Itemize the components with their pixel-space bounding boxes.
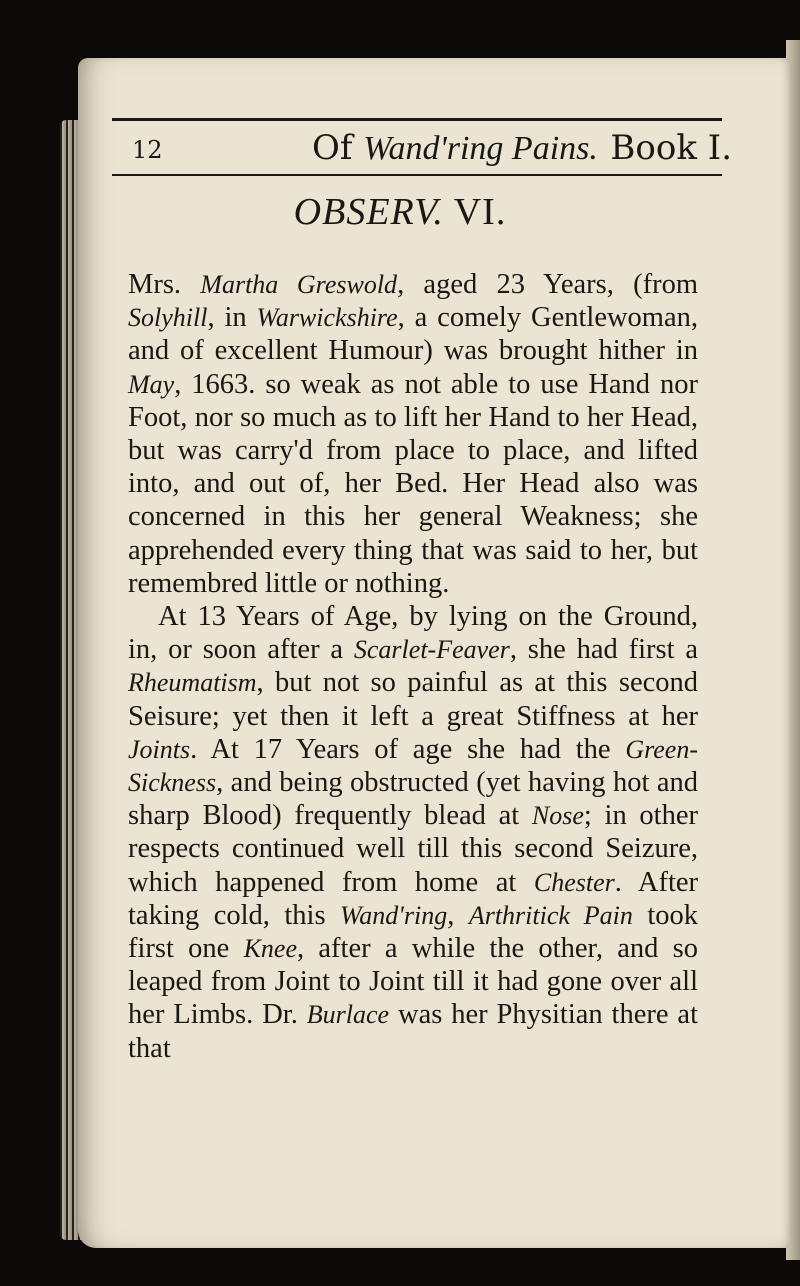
italic-text: Solyhill xyxy=(128,303,208,333)
italic-text: Knee xyxy=(243,934,298,964)
italic-text: Joints xyxy=(128,734,191,764)
header-rule xyxy=(112,118,722,121)
text-run: ; in other respects continued well till this second Seizure, which happened from home at xyxy=(128,800,698,898)
italic-text: Rheumatism xyxy=(128,668,257,698)
text-run: At 13 Years of Age, by lying on the Ground, in, or soon after a xyxy=(128,601,698,666)
italic-text: Nose xyxy=(531,801,584,831)
observation-label: OBSERV. xyxy=(293,191,444,233)
running-title xyxy=(312,128,598,168)
italic-text: Green-Sickness xyxy=(128,734,698,798)
header-underline xyxy=(112,174,722,176)
italic-text: Wand'ring xyxy=(340,900,448,930)
observation-heading xyxy=(0,190,800,234)
running-header xyxy=(112,124,732,172)
text-run: was her Physitian there at that xyxy=(128,999,698,1064)
text-run: took first one xyxy=(128,899,699,965)
italic-text: Arthritick Pain xyxy=(468,900,633,930)
text-run: , aged 23 Years, (from xyxy=(397,269,698,300)
text-run: , but not so painful as at this second Seisure; yet then it left a great Stiffness at her xyxy=(128,667,698,732)
text-run: . After taking cold, this xyxy=(128,866,698,931)
italic-text: Burlace xyxy=(306,1000,390,1030)
text-run: . At 17 Years of age she had the xyxy=(190,733,626,765)
observation-number: VI. xyxy=(453,191,507,233)
book-reference: Book I. xyxy=(610,128,732,168)
paragraph xyxy=(128,268,698,600)
italic-text: Scarlet-Feaver xyxy=(353,635,510,665)
italic-text: Martha Greswold xyxy=(200,270,398,299)
text-run: , she had first a xyxy=(509,634,698,666)
italic-text: Warwickshire xyxy=(256,303,398,333)
running-title-prefix: Of xyxy=(312,128,353,168)
page-number: 12 xyxy=(132,136,163,164)
italic-text: Chester xyxy=(533,867,615,897)
text-run: , and being obstructed (yet having hot and sharp Blood) frequently blead at xyxy=(128,767,698,832)
running-title-italic: Wand'ring Pains. xyxy=(363,130,598,167)
text-run: , 1663. so weak as not able to use Hand nor Foot, nor so much as to lift her Hand to her Head, but was carry'd from place to place, and lifted into, and out of, her Bed. Her Head also was concerned in this her general Weakness; she apprehended every thing that was said to her, but remembred little or nothing. xyxy=(128,368,698,599)
text-run: , xyxy=(447,899,469,931)
text-run: Mrs. xyxy=(128,269,201,300)
italic-text: May xyxy=(128,369,175,399)
text-run: , after a while the other, and so leaped from Joint to Joint till it had gone over all her Limbs. Dr. xyxy=(128,933,698,1031)
body-text xyxy=(128,268,698,1065)
text-run: , in xyxy=(207,302,257,334)
text-run: , a comely Gentlewoman, and of excellent Humour) was brought hither in xyxy=(128,302,698,367)
paragraph xyxy=(128,600,698,1065)
